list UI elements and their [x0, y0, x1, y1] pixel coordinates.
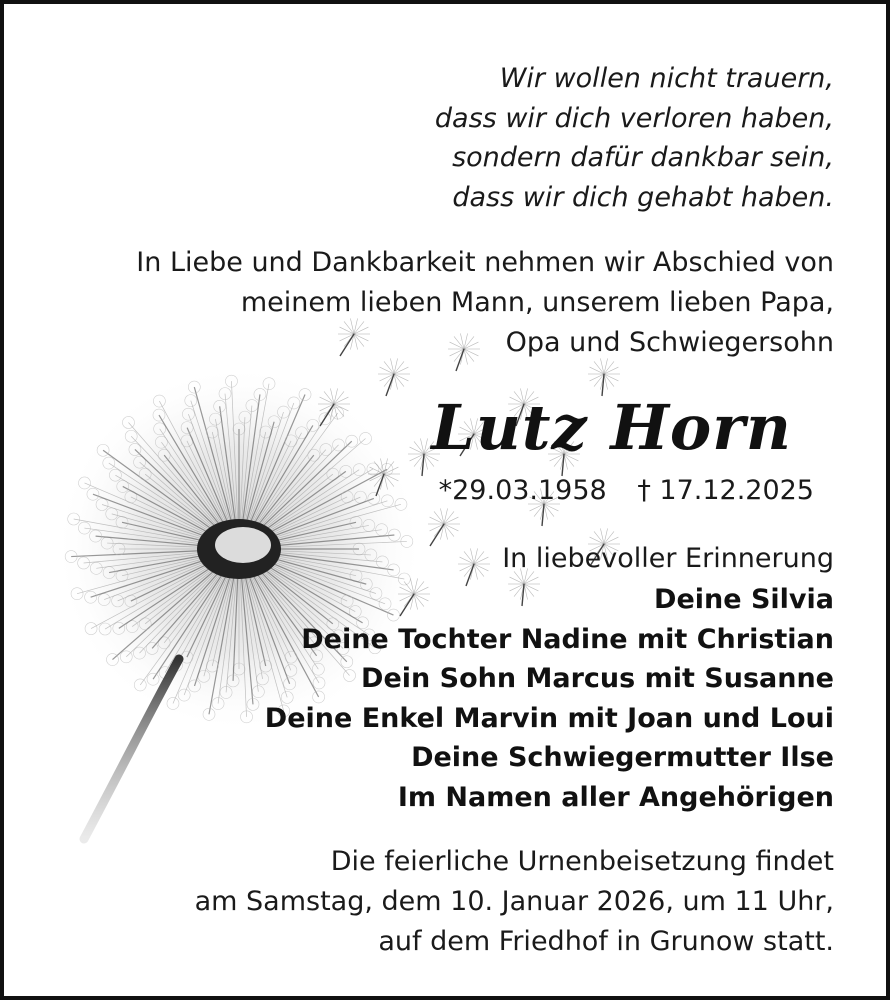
intro-line: Opa und Schwiegersohn [505, 327, 834, 358]
death-date: † 17.12.2025 [637, 475, 814, 506]
birth-date: *29.03.1958 [438, 475, 607, 506]
poem-verse [435, 59, 834, 217]
burial-notice [195, 842, 834, 962]
burial-line: Die feierliche Urnenbeisetzung findet [330, 846, 834, 877]
burial-line: am Samstag, dem 10. Januar 2026, um 11 Uhr, [194, 886, 834, 917]
poem-line: dass wir dich gehabt haben. [452, 181, 834, 213]
deceased-name: Lutz Horn [431, 391, 792, 464]
life-dates [439, 472, 814, 510]
mourner: Deine Silvia [654, 584, 834, 615]
mourner: Deine Enkel Marvin mit Joan und Loui [264, 702, 834, 734]
remembrance-line: In liebevoller Erinnerung [502, 543, 834, 574]
intro-line: In Liebe und Dankbarkeit nehmen wir Abschied von [136, 247, 834, 278]
poem-line: dass wir dich verloren haben, [434, 102, 834, 134]
mourners-list [265, 580, 834, 817]
poem-line: sondern dafür dankbar sein, [452, 142, 834, 173]
intro-text [136, 243, 834, 363]
poem-line: Wir wollen nicht trauern, [499, 63, 834, 94]
intro-line: meinem lieben Mann, unserem lieben Papa, [240, 287, 834, 318]
mourner: Deine Schwiegermutter Ilse [411, 742, 834, 773]
mourner: Im Namen aller Angehörigen [397, 781, 834, 813]
burial-line: auf dem Friedhof in Grunow statt. [378, 926, 834, 957]
mourner: Dein Sohn Marcus mit Susanne [361, 663, 834, 694]
mourner: Deine Tochter Nadine mit Christian [301, 623, 834, 655]
